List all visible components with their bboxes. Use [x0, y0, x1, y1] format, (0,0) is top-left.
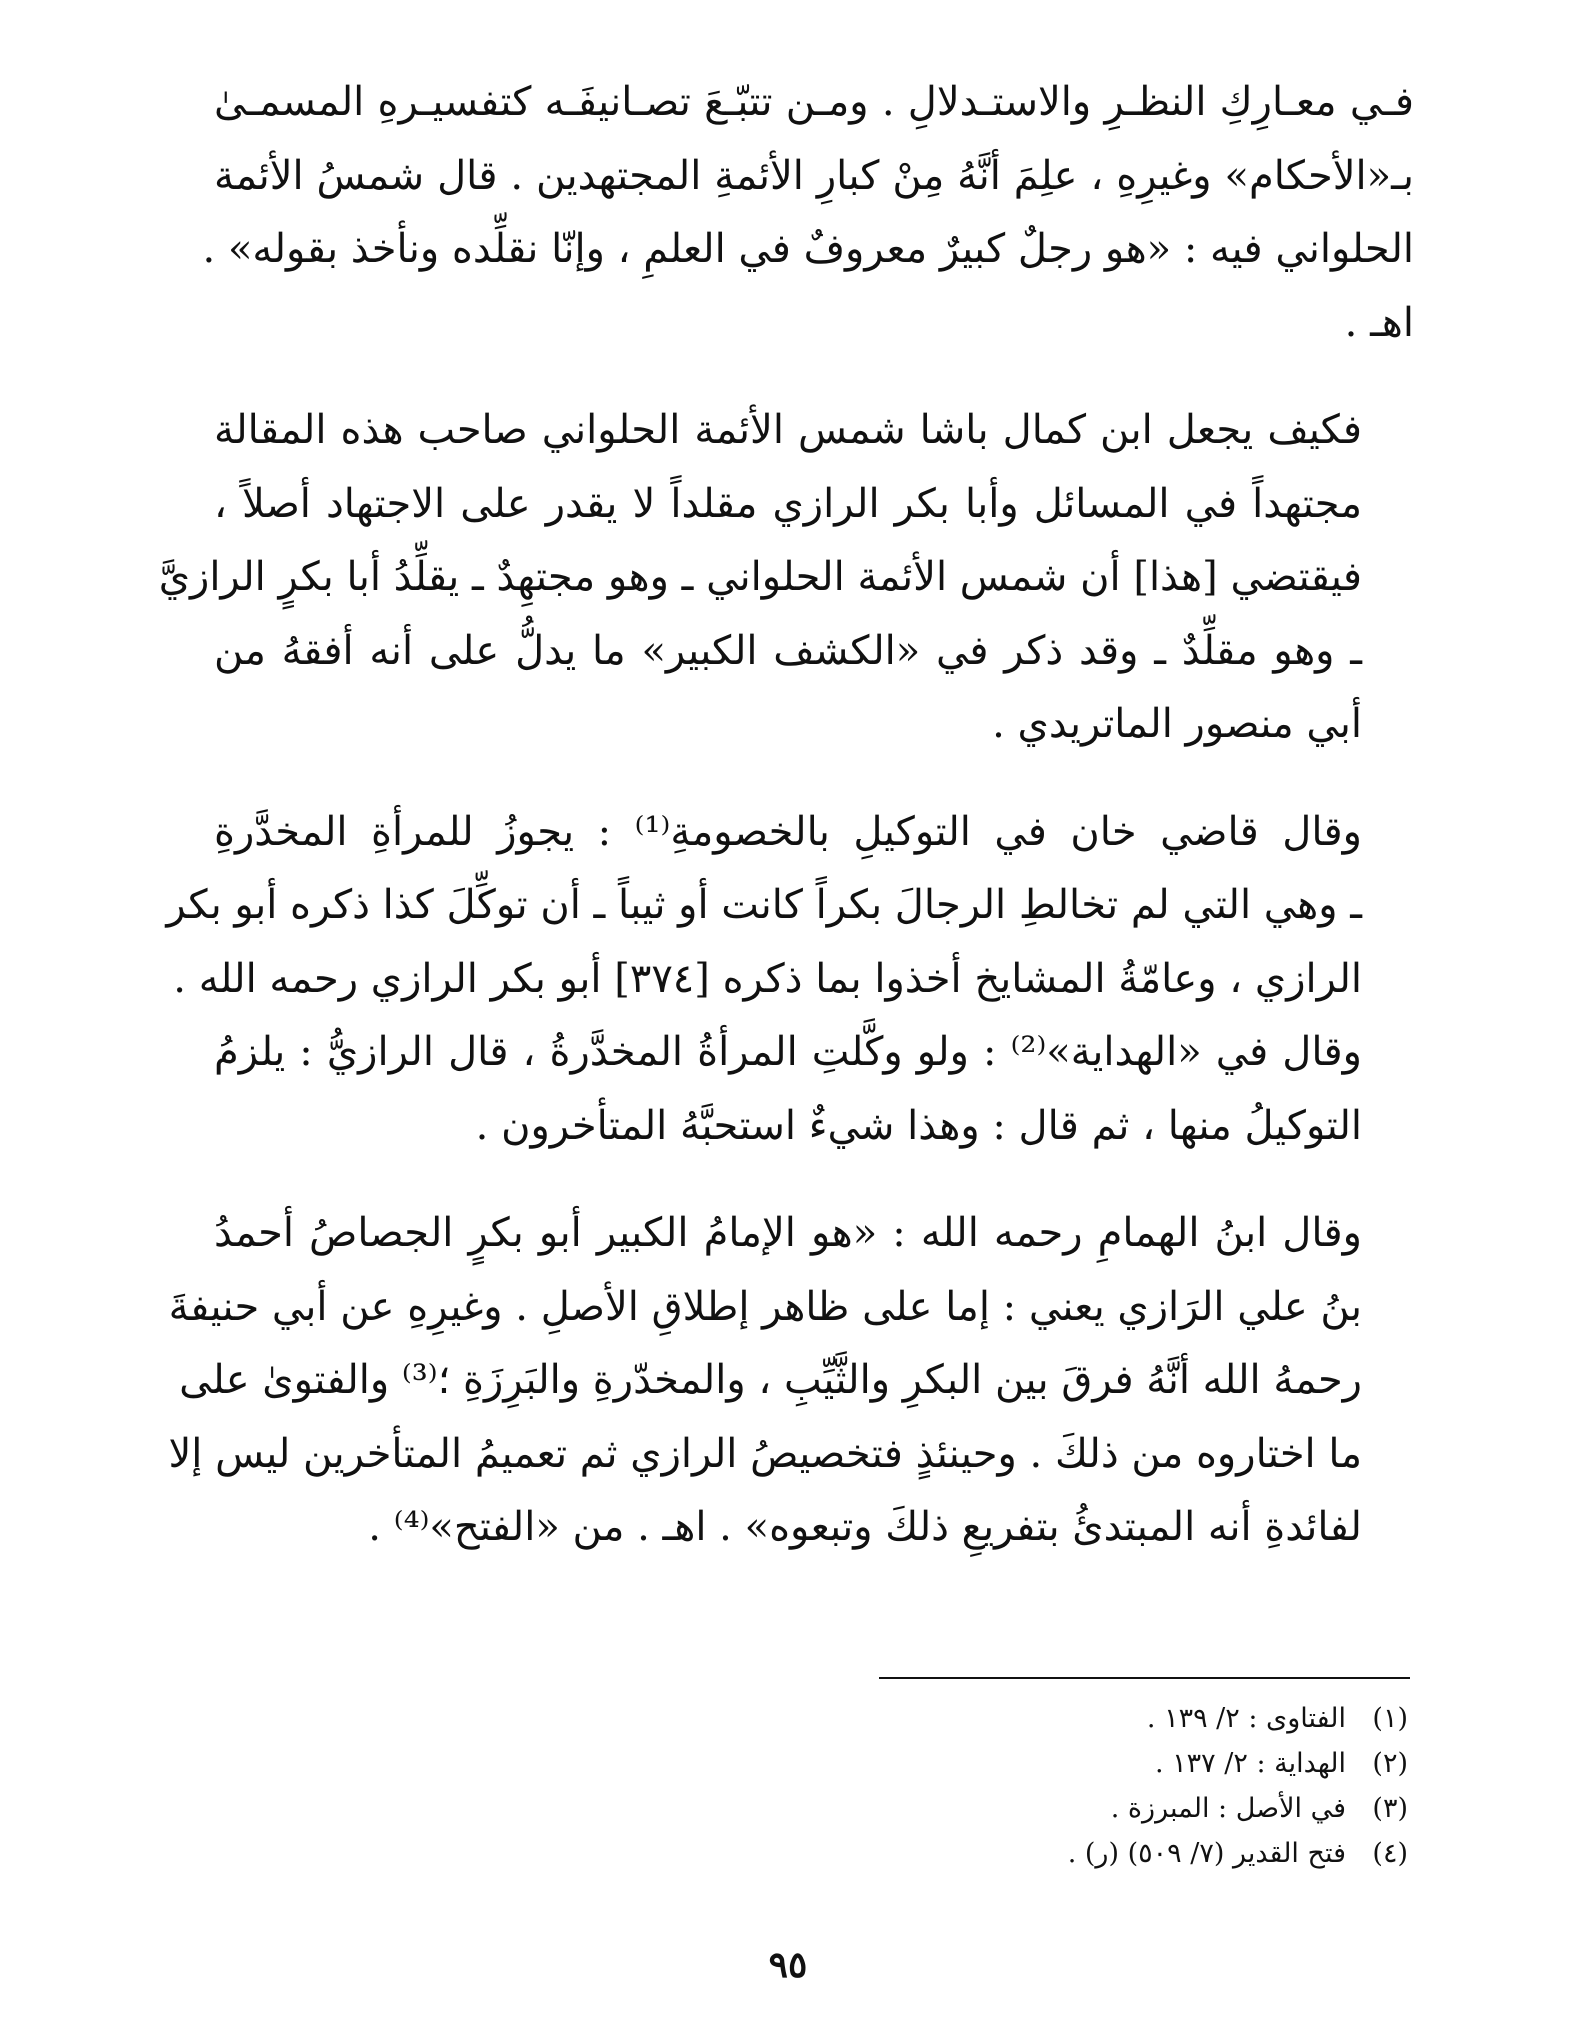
- footnote-number: (٢): [1372, 1748, 1408, 1779]
- paragraph-gap: [214, 762, 1414, 796]
- footnote-text: في الأصل : المبرزة .: [1110, 1793, 1346, 1824]
- footnote-separator: [879, 1677, 1410, 1679]
- text-line: ـ وهي التي لم تخالطِ الرجالَ بكراً كانت أو ثيباً ـ أن توكِّلَ كذا ذكره أبو بكر: [166, 882, 1362, 928]
- text-line: وقال ابنُ الهمامِ رحمه الله : «هو الإمامُ الكبير أبو بكرٍ الجصاصُ أحمدُ: [214, 1210, 1362, 1256]
- footnote-1: [880, 1696, 1408, 1741]
- page-number: ٩٥: [768, 1944, 808, 1986]
- footnote-2: [880, 1741, 1408, 1786]
- footnotes: [880, 1696, 1408, 1876]
- text-line: فـي معـارِكِ النظـرِ والاستـدلالِ . ومـن تتبّـعَ تصـانيفَـه كتفسيـرهِ المسمـىٰ: [214, 79, 1414, 125]
- text-line: وقال قاضي خان في التوكيلِ بالخصومةِ⁽¹⁾ : يجوزُ للمرأةِ المخدَّرةِ: [214, 808, 1362, 855]
- text-line: لفائدةِ أنه المبتدئُ بتفريعِ ذلكَ وتبعوه» . اهـ . من «الفتح»⁽⁴⁾ .: [368, 1504, 1362, 1550]
- footnote-number: (٣): [1372, 1793, 1408, 1824]
- text-line: الحلواني فيه : «هو رجلٌ كبيرٌ معروفٌ في العلمِ ، وإنّا نقلِّده ونأخذ بقوله» .: [202, 226, 1414, 272]
- text-line: ما اختاروه من ذلكَ . وحينئذٍ فتخصيصُ الرازي ثم تعميمُ المتأخرين ليس إلا: [168, 1430, 1362, 1477]
- footnote-number: (١): [1372, 1703, 1408, 1734]
- text-line: ـ وهو مقلِّدٌ ـ وقد ذكر في «الكشف الكبير» ما يدلُّ على أنه أفقهُ من: [214, 627, 1362, 674]
- text-line: اهـ .: [1344, 299, 1414, 346]
- footnote-3: [880, 1786, 1408, 1831]
- paragraph-1: [202, 66, 1414, 360]
- text-line: بنُ علي الرَازي يعني : إما على ظاهر إطلاقِ الأصلِ . وغيرِهِ عن أبي حنيفةَ: [168, 1283, 1362, 1330]
- paragraph-2: [158, 394, 1414, 762]
- footnote-text: فتح القدير (٧/ ٥٠٩) (ر) .: [1067, 1838, 1346, 1869]
- footnote-number: (٤): [1372, 1838, 1408, 1869]
- text-line: الرازي ، وعامّةُ المشايخ أخذوا بما ذكره [٣٧٤] أبو بكر الرازي رحمه الله .: [173, 955, 1362, 1002]
- footnote-4: [880, 1831, 1408, 1876]
- paragraph-3: [166, 796, 1414, 1164]
- text-line: رحمهُ الله أنَّهُ فرقَ بين البكرِ والثَّيِّبِ ، والمخدّرةِ والبَرِزَةِ ؛⁽³⁾ والفتوىٰ على: [179, 1357, 1362, 1403]
- text-line: وقال في «الهداية»⁽²⁾ : ولو وكَّلتِ المرأةُ المخدَّرةُ ، قال الرازيُّ : يلزمُ: [214, 1029, 1362, 1075]
- paragraph-gap: [214, 360, 1414, 394]
- paragraph-gap: [214, 1163, 1414, 1197]
- text-line: التوكيلُ منها ، ثم قال : وهذا شيءٌ استحبَّهُ المتأخرون .: [475, 1102, 1362, 1149]
- text-line: فكيف يجعل ابن كمال باشا شمس الأئمة الحلواني صاحب هذه المقالة: [214, 407, 1362, 453]
- footnote-text: الهداية : ٢/ ١٣٧ .: [1155, 1748, 1346, 1779]
- text-line: فيقتضي [هذا] أن شمس الأئمة الحلواني ـ وهو مجتهِدٌ ـ يقلِّدُ أبا بكرٍ الرازيَّ: [158, 554, 1362, 600]
- text-line: بـ«الأحكام» وغيرِهِ ، علِمَ أنَّهُ مِنْ كبارِ الأئمةِ المجتهدين . قال شمسُ الأئمة: [214, 152, 1414, 199]
- text-line: أبي منصور الماتريدي .: [992, 701, 1362, 747]
- text-line: مجتهداً في المسائل وأبا بكر الرازي مقلداً لا يقدر على الاجتهاد أصلاً ،: [214, 480, 1362, 527]
- paragraph-4: [168, 1197, 1414, 1565]
- main-text: [158, 66, 1414, 1565]
- footnote-text: الفتاوى : ٢/ ١٣٩ .: [1146, 1703, 1346, 1734]
